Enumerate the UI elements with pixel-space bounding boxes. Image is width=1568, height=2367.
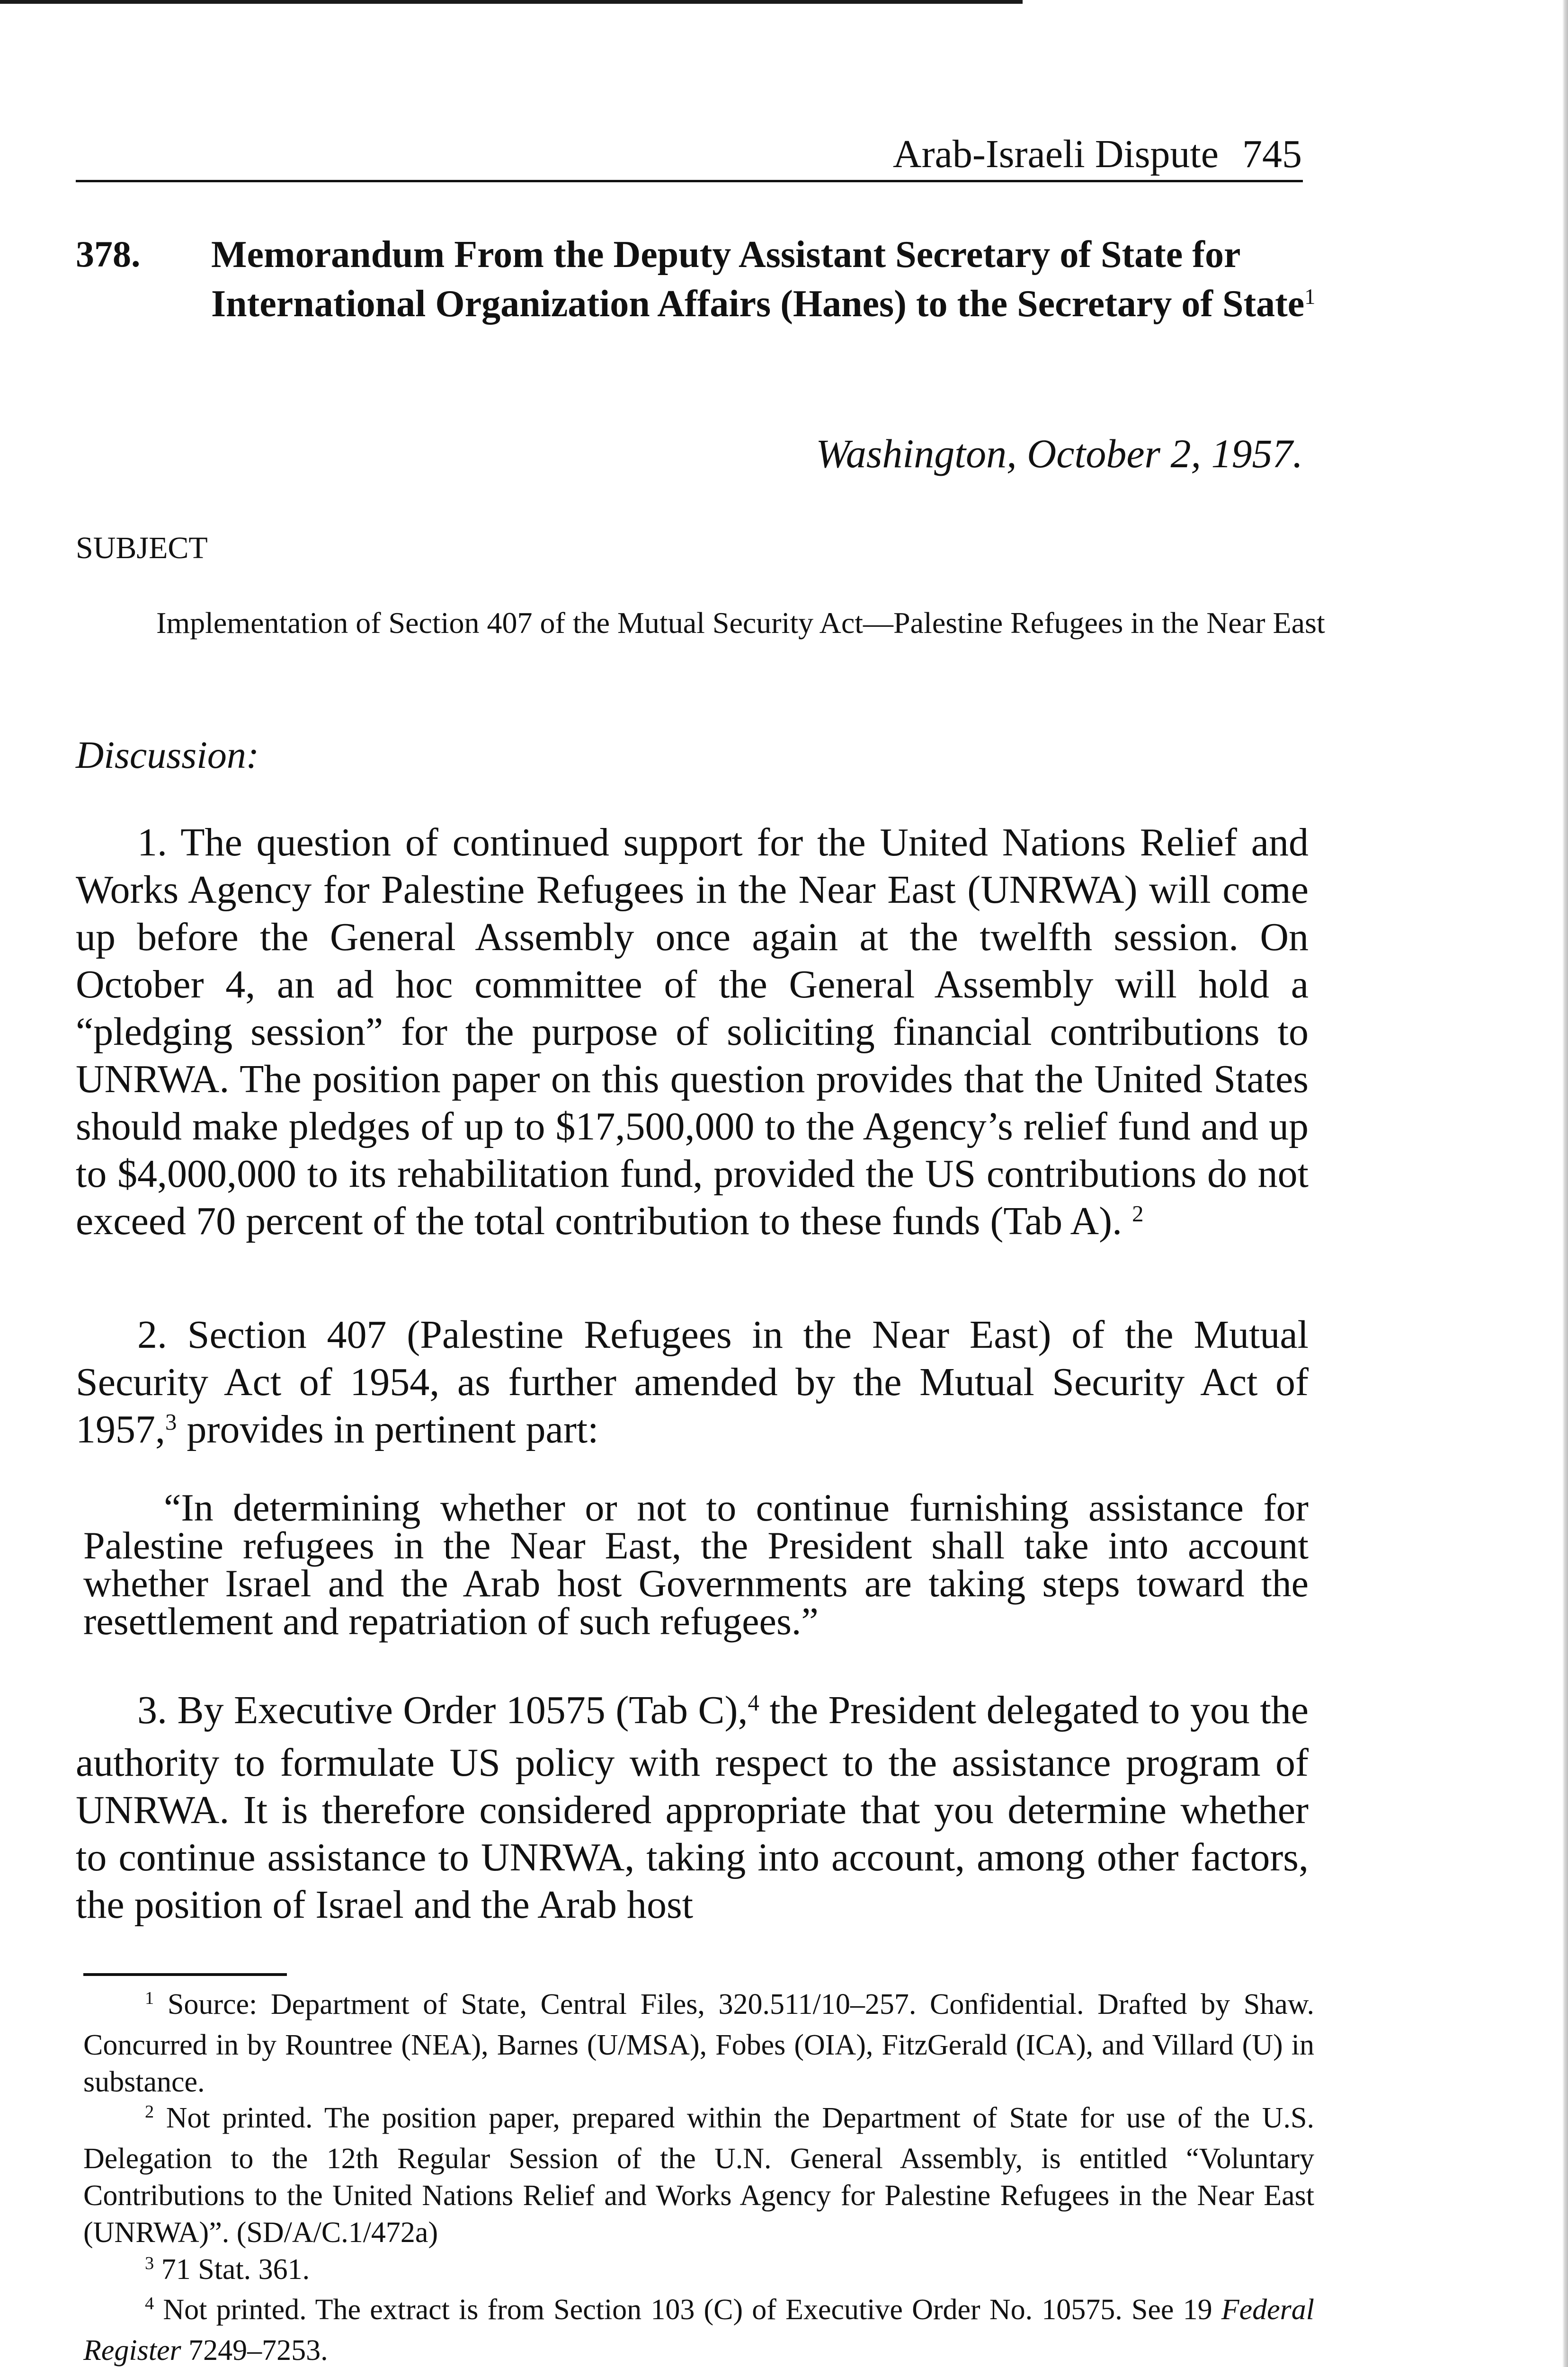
running-title: Arab-Israeli Dispute: [892, 132, 1219, 176]
footnote-ref-2: 2: [1132, 1201, 1144, 1227]
document-title: [211, 230, 1328, 334]
paragraph-3: [76, 1687, 1309, 1929]
footnote-2-text: Not printed. The position paper, prepared within the Department of State for use of the U.S. Delegation to the 12th Regular Session of the U.N. General Assembly, is entitled “Voluntary Contributions to the United Nations Relief and Works Agency for Palestine Refugees in the Near East (UNRWA)”. (SD/A/C.1/472a): [83, 2102, 1314, 2249]
footnote-1-text: Source: Department of State, Central Files, 320.511/10–257. Confidential. Drafted by Shaw. Concurred in by Rountree (NEA), Barnes (U/MSA), Fobes (OIA), FitzGerald (ICA), and Villard (U) in substance.: [83, 1988, 1315, 2098]
footnote-ref-3: 3: [165, 1409, 177, 1435]
block-quote: “In determining whether or not to continue furnishing assistance for Palestine refugees in the Near East, the President shall take into account whether Israel and the Arab host Governments are taking steps toward the resettlement and repatriation of such refugees.”: [83, 1486, 1309, 1643]
paragraph-3-text-b: the President delegated to you the authority to formulate US policy with respect to the assistance program of UNRWA. It is therefore considered appropriate that you determine whether to continue assistance to UNRWA, taking into account, among other factors, the position of Israel and the Arab host: [76, 1688, 1309, 1927]
footnote-2: [83, 2100, 1314, 2251]
paragraph-3-text-a: 3. By Executive Order 10575 (Tab C),: [137, 1688, 748, 1732]
subject-text: Implementation of Section 407 of the Mutual Security Act—Palestine Refugees in the Near East: [156, 606, 1325, 640]
top-edge-bar: [0, 0, 1023, 4]
paragraph-2-text-b: provides in pertinent part:: [187, 1407, 599, 1451]
discussion-heading: Discussion:: [76, 733, 259, 776]
paragraph-1: [76, 819, 1309, 1250]
page-number: 745: [1242, 132, 1302, 176]
footnote-3-text: 71 Stat. 361.: [161, 2253, 310, 2286]
paragraph-2: [76, 1311, 1309, 1459]
footnote-4-italic: Federal Register: [83, 2294, 1315, 2367]
document-number: 378.: [76, 233, 141, 275]
document-title-text: Memorandum From the Deputy Assistant Secretary of State for International Organization Affairs (Hanes) to the Secretary of State: [211, 234, 1305, 325]
subject-label: SUBJECT: [76, 531, 208, 565]
footnote-3: [83, 2251, 1314, 2292]
running-header: [76, 128, 1303, 182]
header-text: [893, 131, 1302, 177]
footnote-4-mark: 4: [145, 2293, 154, 2314]
footnote-4-text-b: 7249–7253.: [188, 2334, 328, 2367]
footnote-4: [83, 2291, 1314, 2367]
footnote-2-mark: 2: [145, 2101, 154, 2122]
footnote-3-mark: 3: [145, 2253, 154, 2273]
footnote-1-mark: 1: [145, 1988, 154, 2008]
footnote-4-text-a: Not printed. The extract is from Section 103 (C) of Executive Order No. 10575. See 19: [163, 2294, 1212, 2326]
paragraph-2-text-a: 2. Section 407 (Palestine Refugees in the Near East) of the Mutual Security Act of 1954, as further amended by the Mutual Security Act of 1957,: [76, 1313, 1309, 1451]
footnote-1: [83, 1986, 1314, 2100]
footnote-ref-4: 4: [748, 1690, 759, 1716]
footnote-divider: [83, 1973, 287, 1976]
dateline: Washington, October 2, 1957.: [816, 431, 1303, 476]
paragraph-1-text: 1. The question of continued support for the United Nations Relief and Works Agency for Palestine Refugees in the Near East (UNRWA) will come up before the General Assembly once again at the twelfth session. On October 4, an ad hoc committee of the General Assembly will hold a “pledging session” for the purpose of soliciting financial contributions to UNRWA. The position paper on this question provides that the United States should make pledges of up to $17,500,000 to the Agency’s relief fund and up to $4,000,000 to its rehabilitation fund, provided the US contributions do not exceed 70 percent of the total contribution to these funds (Tab A).: [76, 820, 1309, 1243]
footnote-ref-1: 1: [1304, 285, 1316, 310]
page-edge-shadow: [1562, 0, 1568, 2367]
